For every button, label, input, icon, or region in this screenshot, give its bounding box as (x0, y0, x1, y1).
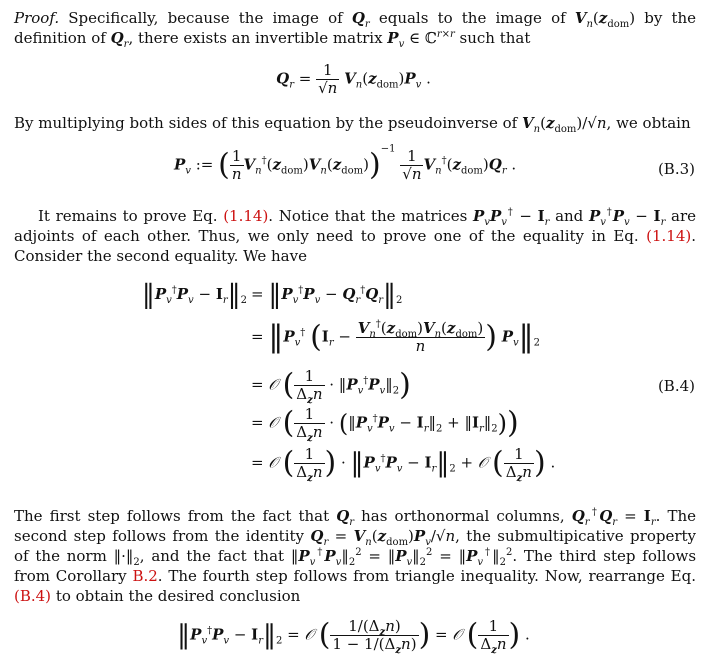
ref-eq-1-14-b[interactable]: (1.14) (646, 227, 692, 245)
ref-eq-1-14-a[interactable]: (1.14) (223, 207, 269, 225)
equation-number-b3: (B.3) (657, 160, 695, 178)
ref-eq-b4[interactable]: (B.4) (14, 587, 52, 605)
proof-paragraph-4: The first step follows from the fact that $Q_r$ has orthonormal columns, $Q_r^\dagger Q_r = I_r$. The second step follows from the identity $Q_r = V_n(z_{dom})P_v/√n$, the submultipicative property of the norm $‖\cdot‖_2$, and the fact that $‖P_v^\dagger P_v‖_2^2$ = $‖P_v‖_2^2$ = $‖P_v^\dagger‖_2^2$. The third step follows from Corollary B.2. The fourth step follows from triangle inequality. Now, rearrange Eq. (B.4) to obtain the desired conclusion (14, 507, 697, 605)
equation-final: $‖P_v^\dagger P_v$ − $I_r‖_2$ = 𝒪 ( $\frac{1/(\Delta_zn)}{1 - 1/(\Delta_zn)}$ ) = 𝒪 ( $\frac{1}{\Delta_zn}$ ) . (177, 617, 530, 656)
equation-qr: $Q_r$ = $\frac{1}{√n}$ $V_n(z_{dom})P_v$ . (276, 61, 431, 97)
equation-b3: $P_v$ := ( $\frac{1}{n}$ $V_n^\dagger(z_{dom})V_n(z_{dom}))^{-1}$ $\frac{1}{√n}$ $V_n^\dagger(z_{dom})Q_r$ . (B.3) (174, 143, 695, 183)
proof-label: Proof. (14, 9, 60, 27)
proof-paragraph-1: Proof. Specifically, because the image of $Q_r$ equals to the image of $V_n(z_{dom})$ by the definition of $Q_r$, there exists an invertible matrix $P_v$ ∈ ℂ$^{r\times r}$ such that (14, 9, 697, 50)
proof-paragraph-3: It remains to prove Eq. (1.14). Notice that the matrices $P_vP_v^\dagger - I_r$ and $P_v^\dagger P_v - I_r$ are adjoints of each other. Thus, we only need to prove one of the equality in Eq. (1.14). Consider the second equality. We have (14, 207, 696, 265)
proof-paragraph-2: By multiplying both sides of this equation by the pseudoinverse of $V_n(z_{dom})/√n$, we obtain (14, 114, 691, 135)
equation-number-b4: (B.4) (657, 377, 695, 395)
ref-corollary-b2[interactable]: B.2 (132, 567, 158, 585)
equation-b4: $‖P_v^\dagger P_v$ − $I_r‖_2$ = $‖P_v^\dagger P_v$ − $Q_r^\dagger Q_r‖_2$ = $‖P_v^\dagger$ ($I_r$ − $\frac{V_n^\dagger(z_{dom})V_n(z_{dom})}{n}$ ) $P_v‖_2$ = 𝒪 ( $\frac{1}{\Delta_zn}$ · $‖P_v^\dagger P_v‖_2$) (B.4) = 𝒪 ( $\frac{1}{\Delta_zn}$ · ($‖P_v^\dagger P_v$ − $I_r‖_2$ + $‖I_r‖_2$)) = 𝒪 ( $\frac{1}{\Delta_zn}$ ) · $‖P_v^\dagger P_v$ − $I_r‖_2$ + 𝒪 ( $\frac{1}{\Delta_zn}$ ) . (141, 280, 695, 484)
